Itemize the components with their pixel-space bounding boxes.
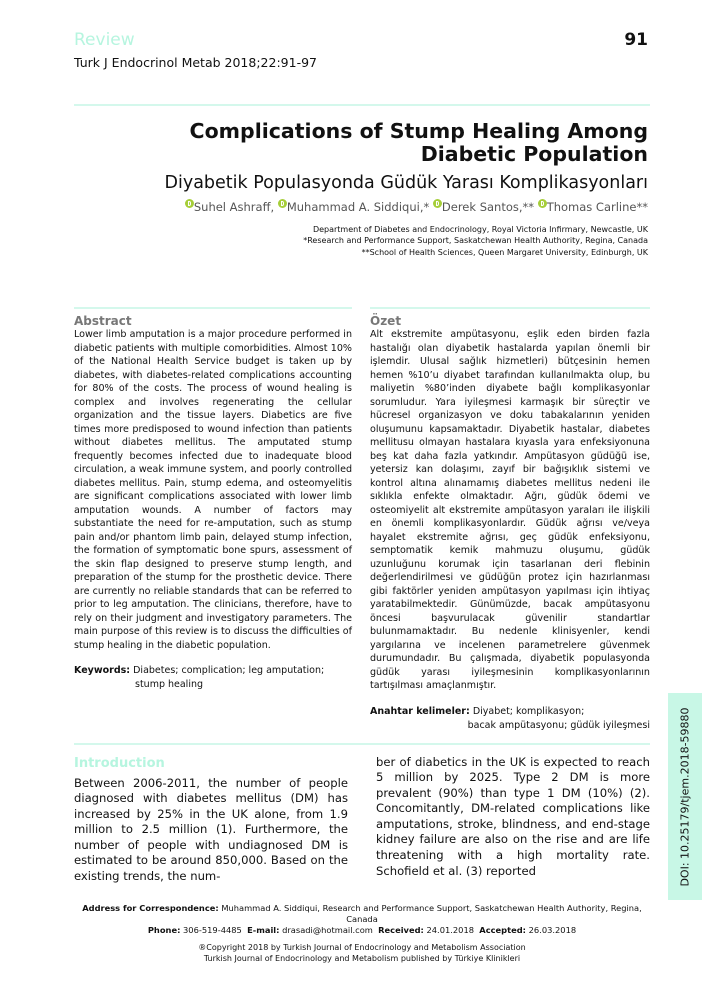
orcid-icon[interactable] <box>433 199 442 208</box>
doi-bar <box>668 693 702 900</box>
correspondence <box>74 903 650 936</box>
orcid-icon[interactable] <box>185 199 194 208</box>
keywords-line-1: Diabetes; complication; leg amputation; <box>133 665 325 676</box>
intro-divider <box>74 743 650 745</box>
affiliation: *Research and Performance Support, Saskatchewan Health Authority, Regina, Canada <box>303 236 648 246</box>
page-number: 91 <box>624 30 648 50</box>
section-label: Review <box>74 30 135 50</box>
keywords <box>74 664 352 692</box>
phone-label: Phone: <box>147 924 181 935</box>
introduction-column-2: ber of diabetics in the UK is expected to reach 5 million by 2025. Type 2 DM is more prevalent (90%) than type 1 DM (10%) (2). Concomitantly, DM-related complications like amputations, stroke, blindness, and end-stage kidney failure are also on the rise and are life threatening with a high mortality rate. Schofield et al. (3) reported <box>376 754 650 878</box>
title-line-1: Complications of Stump Healing Among <box>189 119 648 143</box>
orcid-icon[interactable] <box>538 199 547 208</box>
keywords-line-1: Diyabet; komplikasyon; <box>472 705 585 717</box>
ozet-text: Alt ekstremite ampütasyonu, eşlik eden birden fazla hastalığı olan diyabetik hastalarda yapılan önemli bir işlemdir. Ulusal sağlık hizmetleri) bütçesinin hemen hemen %10’u diyabet tarafından kullanılmakta olup, bu maliyetin %80’inden diyabete bağlı komplikasyonlar sorumludur. Yara iyileşmesi karmaşık bir süreçtir ve hücresel organizasyon ve doku tabakalarının yeniden oluşumunu kapsamaktadır. Diyabetik hastalar, diabetes mellitusu olmayan hastalara kıyasla yara enfeksiyonuna beş kat daha fazla yatkındır. Ampütasyon güdüğü ise, yetersiz kan dolaşımı, zayıf bir bağışıklık sistemi ve kontrol altına alınamamış diabetes mellitus nedeni ile sıklıkla enfekte olmaktadır. Ağrı, güdük ödemi ve osteomiyelit alt ekstremite ampütasyon yaraları ile ilişkili en önemli komplikasyonlardır. Güdük ağrısı ve/veya hayalet ekstremite ağrısı, geç güdük enfeksiyonu, semptomatik kemik mahmuzu oluşumu, güdük uzunluğunu korumak için tasarlanan deri flebinin değerlendirilmesi ve güdüğün protez için hazırlanması gibi faktörler yeniden ampütasyon yapılması için ihtiyaç yaratabilmektedir. Günümüzde, bacak ampütasyonu öncesi başvurulacak güvenilir standartlar bulunmamaktadır. Bu nedenle klinisyenler, kendi yargılarına ve incelenen parametrelere güvenmek durumundadır. Bu çalışmada, diyabetik populasyonda güdük yarası iyileşmesinin komplikasyonlarının tartışılması amaçlanmıştır. <box>370 329 650 691</box>
affiliation: Department of Diabetes and Endocrinology, Royal Victoria Infirmary, Newcastle, UK <box>312 225 648 234</box>
address: Muhammad A. Siddiqui, Research and Performance Support, Saskatchewan Health Authority, Regina, Canada <box>221 902 642 924</box>
address-label: Address for Correspondence: <box>82 902 219 913</box>
orcid-icon[interactable] <box>278 199 287 208</box>
keywords-line-2: bacak ampütasyonu; güdük iyileşmesi <box>467 719 650 731</box>
phone: 306-519-4485 <box>183 924 242 935</box>
ozet-section <box>370 307 650 733</box>
author-list <box>185 200 648 214</box>
copyright-line-1: ®Copyright 2018 by Turkish Journal of Endocrinology and Metabolism Association <box>198 942 526 952</box>
turkish-title: Diyabetik Populasyonda Güdük Yarası Komplikasyonları <box>164 173 648 193</box>
title-line-2: Diabetic Population <box>420 142 648 166</box>
introduction-left <box>74 755 348 885</box>
doi-link[interactable]: DOI: 10.25179/tjem.2018-59880 <box>678 706 692 887</box>
affiliation: **School of Health Sciences, Queen Margaret University, Edinburgh, UK <box>361 247 648 257</box>
email-link[interactable]: drasadi@hotmail.com <box>282 924 373 935</box>
copyright-line-2: Turkish Journal of Endocrinology and Metabolism published by Türkiye Klinikleri <box>203 953 521 963</box>
anahtar-kelimeler <box>370 705 650 733</box>
received-date: 24.01.2018 <box>426 924 475 935</box>
keywords-label: Keywords: <box>74 665 131 676</box>
introduction-column-1: Between 2006-2011, the number of people diagnosed with diabetes mellitus (DM) has increased by 25% in the UK alone, from 1.9 million to 2.5 million (1). Furthermore, the number of people with undiagnosed DM is estimated to be around 850,000. Based on the existing trends, the num- <box>74 775 348 884</box>
affiliations <box>88 224 648 258</box>
ozet-divider <box>370 307 650 309</box>
author-name: Thomas Carline** <box>546 200 648 214</box>
author-name: Muhammad A. Siddiqui,* <box>286 200 430 214</box>
abstract-text: Lower limb amputation is a major procedure performed in diabetic patients with multiple comorbidities. Almost 10% of the National Health Service budget is taken up by diabetes, with diabetes-related complications accounting for 80% of the costs. The process of wound healing is complex and involves regenerating the cellular organization and the tissue layers. Diabetics are five times more predisposed to wound infection than patients without diabetes mellitus. The amputated stump frequently becomes infected due to inadequate blood circulation, a weak immune system, and poorly controlled diabetes mellitus. Pain, stump edema, and osteomyelitis are significant complications associated with lower limb amputation wounds. A number of factors may substantiate the need for re-amputation, such as stump pain and/or phantom limb pain, delayed stump infection, the formation of symptomatic bone spurs, assessment of the skin flap designed to preserve stump length, and preparation of the stump for the prosthetic device. There are currently no reliable standards that can be referred to prior to leg amputation. The clinicians, therefore, have to rely on their judgment and investigatory parameters. The main purpose of this review is to discuss the difficulties of stump healing in the diabetic population. <box>74 329 352 651</box>
journal-citation: Turk J Endocrinol Metab 2018;22:91-97 <box>74 55 317 70</box>
abstract-heading: Abstract <box>74 314 132 328</box>
introduction-heading: Introduction <box>74 755 165 771</box>
ozet-heading: Özet <box>370 314 402 328</box>
copyright <box>74 942 650 964</box>
accepted-date: 26.03.2018 <box>528 924 577 935</box>
keywords-line-2: stump healing <box>135 679 204 690</box>
keywords-label: Anahtar kelimeler: <box>370 705 470 717</box>
abstract-columns <box>74 307 650 733</box>
email-label: E-mail: <box>247 924 280 935</box>
accepted-label: Accepted: <box>479 924 526 935</box>
abstract-section <box>74 307 352 733</box>
header-divider <box>74 104 650 106</box>
received-label: Received: <box>378 924 424 935</box>
abstract-divider <box>74 307 352 309</box>
article-title <box>88 120 648 166</box>
article-body <box>74 307 650 984</box>
author-name: Derek Santos,** <box>441 200 535 214</box>
author-name: Suhel Ashraff, <box>193 200 275 214</box>
introduction-columns <box>74 755 650 885</box>
